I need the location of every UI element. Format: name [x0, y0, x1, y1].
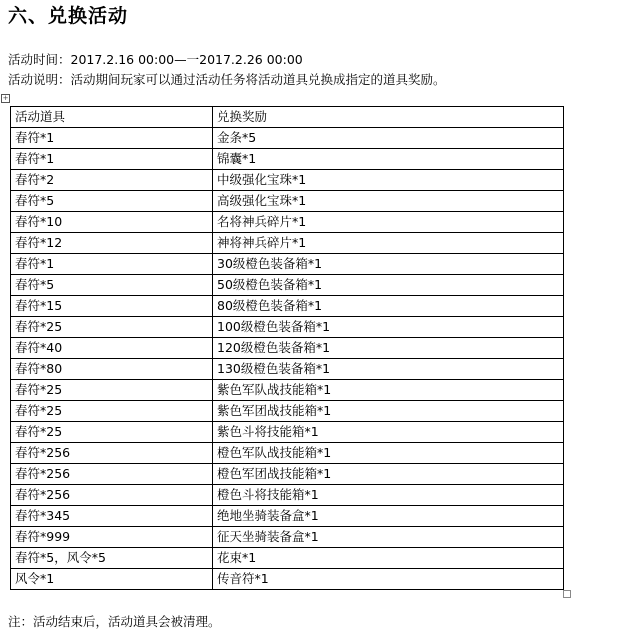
table-row	[11, 443, 564, 464]
table-row	[11, 338, 564, 359]
table-row	[11, 212, 564, 233]
item-cell: 春符*1	[11, 149, 213, 170]
reward-cell: 紫色军队战技能箱*1	[213, 380, 564, 401]
item-cell: 春符*40	[11, 338, 213, 359]
reward-cell: 80级橙色装备箱*1	[213, 296, 564, 317]
table-row	[11, 233, 564, 254]
event-description-line: 活动说明：活动期间玩家可以通过活动任务将活动道具兑换成指定的道具奖励。	[8, 72, 446, 87]
reward-cell: 高级强化宝珠*1	[213, 191, 564, 212]
item-cell: 春符*345	[11, 506, 213, 527]
event-time-line: 活动时间：2017.2.16 00:00—一2017.2.26 00:00	[8, 52, 303, 67]
table-row	[11, 548, 564, 569]
item-cell: 春符*80	[11, 359, 213, 380]
reward-cell: 30级橙色装备箱*1	[213, 254, 564, 275]
item-cell: 春符*25	[11, 317, 213, 338]
header-cell-reward: 兑换奖励	[213, 107, 564, 128]
table-row	[11, 128, 564, 149]
table-row	[11, 191, 564, 212]
exchange-table	[10, 106, 564, 590]
reward-cell: 中级强化宝珠*1	[213, 170, 564, 191]
reward-cell: 传音符*1	[213, 569, 564, 590]
reward-cell: 橙色斗将技能箱*1	[213, 485, 564, 506]
reward-cell: 50级橙色装备箱*1	[213, 275, 564, 296]
item-cell: 春符*256	[11, 464, 213, 485]
table-row	[11, 422, 564, 443]
item-cell: 春符*2	[11, 170, 213, 191]
reward-cell: 名将神兵碎片*1	[213, 212, 564, 233]
reward-cell: 绝地坐骑装备盒*1	[213, 506, 564, 527]
table-row	[11, 401, 564, 422]
footer-note: 注：活动结束后，活动道具会被清理。	[8, 614, 221, 629]
table-resize-handle[interactable]	[563, 590, 571, 598]
section-heading: 六、兑换活动	[8, 5, 129, 27]
item-cell: 风令*1	[11, 569, 213, 590]
item-cell: 春符*1	[11, 254, 213, 275]
table-row	[11, 485, 564, 506]
table-row	[11, 569, 564, 590]
table-row	[11, 527, 564, 548]
table-row	[11, 359, 564, 380]
table-row	[11, 506, 564, 527]
item-cell: 春符*1	[11, 128, 213, 149]
reward-cell: 花束*1	[213, 548, 564, 569]
table-row	[11, 149, 564, 170]
item-cell: 春符*256	[11, 443, 213, 464]
item-cell: 春符*25	[11, 380, 213, 401]
reward-cell: 120级橙色装备箱*1	[213, 338, 564, 359]
item-cell: 春符*25	[11, 422, 213, 443]
reward-cell: 神将神兵碎片*1	[213, 233, 564, 254]
table-row	[11, 296, 564, 317]
header-cell-item: 活动道具	[11, 107, 213, 128]
reward-cell: 征天坐骑装备盒*1	[213, 527, 564, 548]
item-cell: 春符*12	[11, 233, 213, 254]
table-row	[11, 317, 564, 338]
reward-cell: 橙色军队战技能箱*1	[213, 443, 564, 464]
reward-cell: 100级橙色装备箱*1	[213, 317, 564, 338]
reward-cell: 金条*5	[213, 128, 564, 149]
table-row	[11, 275, 564, 296]
table-row	[11, 380, 564, 401]
item-cell: 春符*256	[11, 485, 213, 506]
item-cell: 春符*5	[11, 275, 213, 296]
item-cell: 春符*10	[11, 212, 213, 233]
reward-cell: 紫色军团战技能箱*1	[213, 401, 564, 422]
item-cell: 春符*25	[11, 401, 213, 422]
reward-cell: 橙色军团战技能箱*1	[213, 464, 564, 485]
reward-cell: 锦囊*1	[213, 149, 564, 170]
item-cell: 春符*5	[11, 191, 213, 212]
item-cell: 春符*999	[11, 527, 213, 548]
move-handle-icon[interactable]: +	[2, 94, 9, 102]
reward-cell: 紫色斗将技能箱*1	[213, 422, 564, 443]
item-cell: 春符*5，风令*5	[11, 548, 213, 569]
table-row	[11, 254, 564, 275]
table-header-row	[11, 107, 564, 128]
table-row	[11, 464, 564, 485]
item-cell: 春符*15	[11, 296, 213, 317]
reward-cell: 130级橙色装备箱*1	[213, 359, 564, 380]
table-row	[11, 170, 564, 191]
